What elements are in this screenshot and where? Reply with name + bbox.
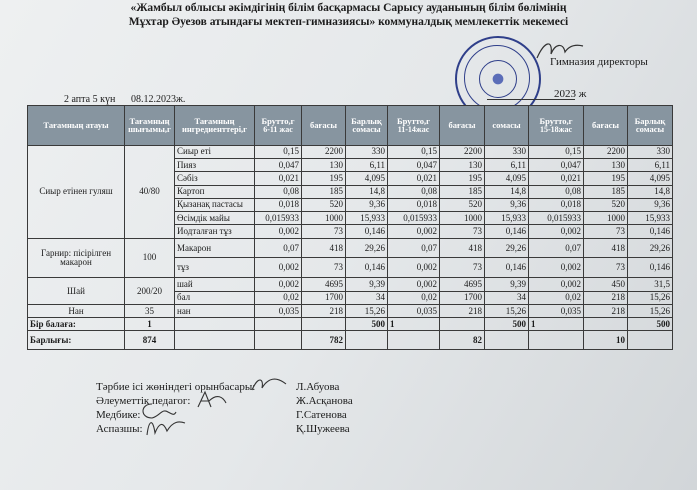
cell-p3: 418	[584, 238, 628, 258]
cell-s2: 29,26	[485, 238, 529, 258]
dish-yield: 200/20	[125, 278, 175, 305]
cell-g2: 0,018	[388, 198, 440, 211]
footer-name-4: Қ.Шужеева	[296, 423, 350, 435]
table-row	[28, 304, 673, 317]
menu-date: 08.12.2023ж.	[131, 94, 186, 105]
cell-g1: 0,002	[255, 225, 302, 238]
signature-icon-1	[250, 374, 290, 394]
cell-g3: 0,035	[529, 304, 584, 317]
ingredient: Пияз	[175, 159, 255, 172]
cell-p1: 195	[302, 172, 346, 185]
ingredient: Макарон	[175, 238, 255, 258]
cell-s2: 0,146	[485, 258, 529, 278]
cell-p3: 2200	[584, 145, 628, 158]
dish-group-1	[28, 145, 673, 238]
cell-s2: 15,26	[485, 304, 529, 317]
cell-p1: 418	[302, 238, 346, 258]
cell-g2: 0,07	[388, 238, 440, 258]
ingredient: Қызанақ пастасы	[175, 198, 255, 211]
cell-s3: 29,26	[628, 238, 673, 258]
cell-s3: 14,8	[628, 185, 673, 198]
col-sum-3: Барлық сомасы	[628, 106, 673, 146]
col-sum-2: сомасы	[485, 106, 529, 146]
footer-role-2: Әлеуметтік педагог:	[96, 395, 191, 407]
cell-s1: 330	[346, 145, 388, 158]
cell-p2: 2200	[440, 145, 485, 158]
cell-s2: 15,933	[485, 212, 529, 225]
cell-s2: 4,095	[485, 172, 529, 185]
dish-name: Шай	[28, 278, 125, 305]
cell-g2: 0,002	[388, 278, 440, 291]
cell-s2: 330	[485, 145, 529, 158]
cell-p3: 218	[584, 304, 628, 317]
cell-p2: 1000	[440, 212, 485, 225]
cell-g2: 0,021	[388, 172, 440, 185]
ingredient: шай	[175, 278, 255, 291]
cell-p2: 195	[440, 172, 485, 185]
cell-g1: 0,035	[255, 304, 302, 317]
dish-name: Нан	[28, 304, 125, 317]
cell-p3: 218	[584, 291, 628, 304]
cell-p1: 4695	[302, 278, 346, 291]
cell-g3: 0,02	[529, 291, 584, 304]
cell-p1: 1700	[302, 291, 346, 304]
col-yield: Тағамның шығымы,г	[125, 106, 175, 146]
cell-g1: 0,018	[255, 198, 302, 211]
cell-g3: 0,15	[529, 145, 584, 158]
footer-name-1: Л.Абуова	[296, 381, 340, 393]
cell-p2: 418	[440, 238, 485, 258]
cell-s2: 6,11	[485, 159, 529, 172]
cell-g3: 0,018	[529, 198, 584, 211]
cell-s1: 0,146	[346, 225, 388, 238]
footer-role-3: Медбике:	[96, 409, 141, 421]
cell-p3: 130	[584, 159, 628, 172]
table-header-row	[28, 106, 673, 146]
cell-s1: 34	[346, 291, 388, 304]
cell-g2: 0,002	[388, 258, 440, 278]
cell-g3: 0,08	[529, 185, 584, 198]
cell-p1: 2200	[302, 145, 346, 158]
table-row	[28, 145, 673, 158]
col-price-1: бағасы	[302, 106, 346, 146]
cell-g1: 0,08	[255, 185, 302, 198]
cell-s1: 14,8	[346, 185, 388, 198]
cell-p3: 73	[584, 258, 628, 278]
footer-role-1: Тәрбие ісі жөніндегі орынбасары:	[96, 381, 256, 393]
table-row	[28, 238, 673, 258]
ingredient: Картоп	[175, 185, 255, 198]
cell-p3: 195	[584, 172, 628, 185]
approval-year: 2023 ж	[554, 88, 587, 100]
cell-p2: 73	[440, 225, 485, 238]
cell-p2: 218	[440, 304, 485, 317]
cell-p3: 1000	[584, 212, 628, 225]
cell-p3: 73	[584, 225, 628, 238]
cell-s1: 0,146	[346, 258, 388, 278]
ingredient: Өсімдік майы	[175, 212, 255, 225]
header-line-1: «Жамбыл облысы әкімдігінің білім басқармасы Сарысу ауданының білім бөлімінің	[130, 2, 567, 14]
cell-s1: 15,933	[346, 212, 388, 225]
cell-g3: 0,002	[529, 258, 584, 278]
dish-name: Сиыр етінен гуляш	[28, 145, 125, 238]
cell-g3: 0,021	[529, 172, 584, 185]
col-gross-1: Брутто,г 6-11 жас	[255, 106, 302, 146]
cell-g3: 0,047	[529, 159, 584, 172]
cell-g1: 0,07	[255, 238, 302, 258]
cell-s3: 0,146	[628, 225, 673, 238]
cell-p3: 520	[584, 198, 628, 211]
cell-s2: 9,39	[485, 278, 529, 291]
cell-g3: 0,015933	[529, 212, 584, 225]
dish-yield: 100	[125, 238, 175, 278]
cell-s3: 330	[628, 145, 673, 158]
cell-p2: 73	[440, 258, 485, 278]
cell-g2: 0,035	[388, 304, 440, 317]
col-price-2: бағасы	[440, 106, 485, 146]
cell-p3: 185	[584, 185, 628, 198]
dish-yield: 40/80	[125, 145, 175, 238]
ingredient: Иодталған тұз	[175, 225, 255, 238]
cell-g2: 0,015933	[388, 212, 440, 225]
cell-p1: 130	[302, 159, 346, 172]
footer-name-2: Ж.Асқанова	[296, 395, 353, 407]
cell-p2: 185	[440, 185, 485, 198]
cell-s2: 14,8	[485, 185, 529, 198]
cell-s1: 29,26	[346, 238, 388, 258]
cell-s3: 15,26	[628, 304, 673, 317]
cell-s1: 9,39	[346, 278, 388, 291]
cell-g1: 0,015933	[255, 212, 302, 225]
dish-group-3	[28, 278, 673, 305]
ingredient: Сәбіз	[175, 172, 255, 185]
cell-g2: 0,047	[388, 159, 440, 172]
signature-icon-4	[143, 415, 187, 439]
cell-s2: 0,146	[485, 225, 529, 238]
cell-s3: 15,933	[628, 212, 673, 225]
one-child-row: Бір балаға: 1 500 1 500 1 500	[28, 318, 673, 331]
cell-s1: 15,26	[346, 304, 388, 317]
cell-p1: 73	[302, 225, 346, 238]
cell-s3: 6,11	[628, 159, 673, 172]
cell-s3: 0,146	[628, 258, 673, 278]
col-gross-2: Брутто,г 11-14жас	[388, 106, 440, 146]
col-name: Тағамның атауы	[28, 106, 125, 146]
dish-name: Гарнир: пісірілген макарон	[28, 238, 125, 278]
cell-g3: 0,002	[529, 278, 584, 291]
week-day: 2 апта 5 күн	[64, 94, 116, 105]
ingredient: тұз	[175, 258, 255, 278]
dish-group-2	[28, 238, 673, 278]
header-line-2: Мұхтар Әуезов атындағы мектеп-гимназиясы» коммуналдық мемлекеттік мекемесі	[128, 16, 569, 28]
signature-icon-2	[195, 389, 229, 411]
cell-p1: 185	[302, 185, 346, 198]
cell-p2: 1700	[440, 291, 485, 304]
cell-p2: 520	[440, 198, 485, 211]
cell-s3: 9,36	[628, 198, 673, 211]
total-row: Барлығы: 874 782 82 10	[28, 331, 673, 350]
cell-g1: 0,002	[255, 278, 302, 291]
dish-yield: 35	[125, 304, 175, 317]
col-sum-1: Барлық сомасы	[346, 106, 388, 146]
cell-g1: 0,002	[255, 258, 302, 278]
director-approval: Гимназия директоры	[550, 56, 648, 68]
table-row	[28, 278, 673, 291]
cell-p1: 73	[302, 258, 346, 278]
cell-p3: 450	[584, 278, 628, 291]
cell-g2: 0,002	[388, 225, 440, 238]
cell-p2: 130	[440, 159, 485, 172]
cell-s2: 9,36	[485, 198, 529, 211]
cell-p2: 4695	[440, 278, 485, 291]
cell-s2: 34	[485, 291, 529, 304]
cell-p1: 1000	[302, 212, 346, 225]
col-gross-3: Брутто,г 15-18жас	[529, 106, 584, 146]
cell-g2: 0,02	[388, 291, 440, 304]
col-price-3: бағасы	[584, 106, 628, 146]
cell-g1: 0,021	[255, 172, 302, 185]
footer-role-4: Аспазшы:	[96, 423, 143, 435]
col-ingredients: Тағамның ингредиенттері,г	[175, 106, 255, 146]
cell-s3: 15,26	[628, 291, 673, 304]
cell-g1: 0,15	[255, 145, 302, 158]
ingredient: нан	[175, 304, 255, 317]
cell-g2: 0,15	[388, 145, 440, 158]
cell-g2: 0,08	[388, 185, 440, 198]
cell-s1: 9,36	[346, 198, 388, 211]
cell-g3: 0,07	[529, 238, 584, 258]
cell-g1: 0,047	[255, 159, 302, 172]
dish-group-4	[28, 304, 673, 317]
ingredient: бал	[175, 291, 255, 304]
cell-g1: 0,02	[255, 291, 302, 304]
ingredient: Сиыр еті	[175, 145, 255, 158]
cell-p1: 218	[302, 304, 346, 317]
cell-s3: 4,095	[628, 172, 673, 185]
cell-s3: 31,5	[628, 278, 673, 291]
cell-p1: 520	[302, 198, 346, 211]
menu-table	[27, 105, 673, 350]
cell-s1: 4,095	[346, 172, 388, 185]
footer-name-3: Г.Сатенова	[296, 409, 347, 421]
cell-g3: 0,002	[529, 225, 584, 238]
cell-s1: 6,11	[346, 159, 388, 172]
